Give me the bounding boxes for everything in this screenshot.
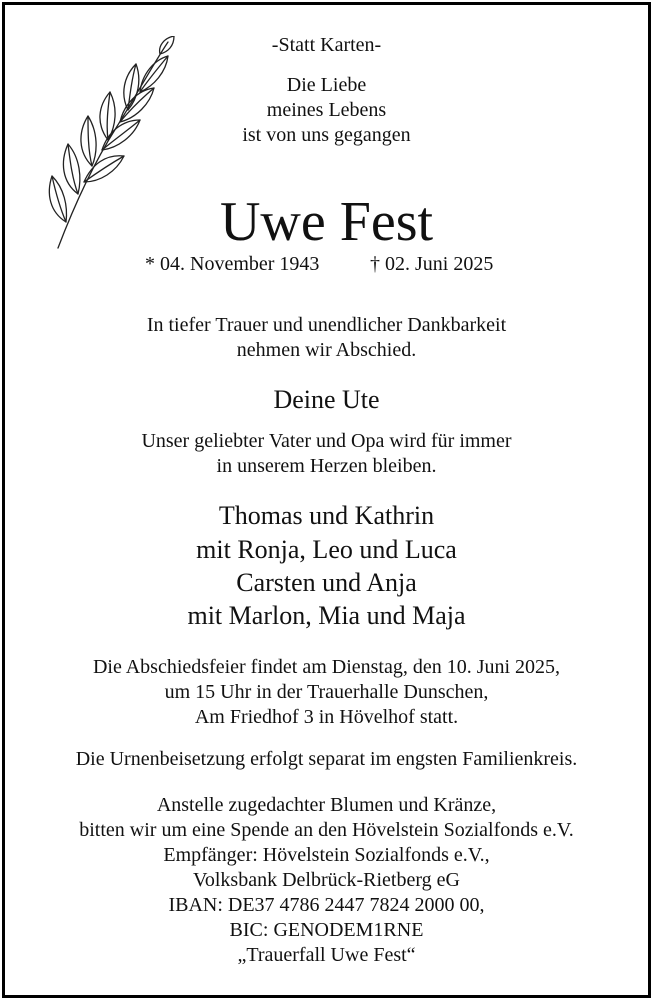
donation-line: bitten wir um eine Spende an den Hövelstein Sozialfonds e.V. [79, 819, 574, 841]
burial-note: Die Urnenbeisetzung erfolgt separat im engsten Familienkreis. [75, 748, 578, 770]
mourning-line: In tiefer Trauer und unendlicher Dankbarkeit [146, 314, 507, 336]
children-note-line: in unserem Herzen bleiben. [216, 455, 437, 477]
intro-line: Die Liebe [286, 74, 367, 96]
children-note-line: Unser geliebter Vater und Opa wird für immer [141, 430, 512, 452]
intro-line: ist von uns gegangen [242, 124, 411, 146]
spouse-name: Deine Ute [273, 385, 380, 414]
family-line: Thomas und Kathrin [218, 501, 435, 530]
intro-line: meines Lebens [266, 99, 387, 121]
ceremony-line: Am Friedhof 3 in Hövelhof statt. [194, 706, 459, 728]
life-dates [0, 254, 653, 280]
birth-date: * 04. November 1943 [145, 253, 320, 275]
donation-iban: IBAN: DE37 4786 2447 7824 2000 00, [168, 894, 485, 916]
death-date: † 02. Juni 2025 [370, 253, 494, 275]
mourning-line: nehmen wir Abschied. [236, 339, 417, 361]
donation-reference: „Trauerfall Uwe Fest“ [237, 944, 416, 966]
donation-line: Empfänger: Hövelstein Sozialfonds e.V., [163, 844, 490, 866]
statt-karten: -Statt Karten- [271, 34, 382, 56]
donation-line: Volksbank Delbrück-Rietberg eG [193, 869, 460, 891]
ceremony-line: um 15 Uhr in der Trauerhalle Dunschen, [164, 681, 489, 703]
deceased-name: Uwe Fest [219, 191, 434, 253]
family-line: mit Marlon, Mia und Maja [187, 601, 466, 630]
donation-bic: BIC: GENODEM1RNE [229, 919, 424, 941]
family-line: Carsten und Anja [236, 568, 417, 597]
ceremony-line: Die Abschiedsfeier findet am Dienstag, den 10. Juni 2025, [92, 656, 561, 678]
family-line: mit Ronja, Leo und Luca [196, 535, 457, 564]
donation-line: Anstelle zugedachter Blumen und Kränze, [156, 794, 497, 816]
